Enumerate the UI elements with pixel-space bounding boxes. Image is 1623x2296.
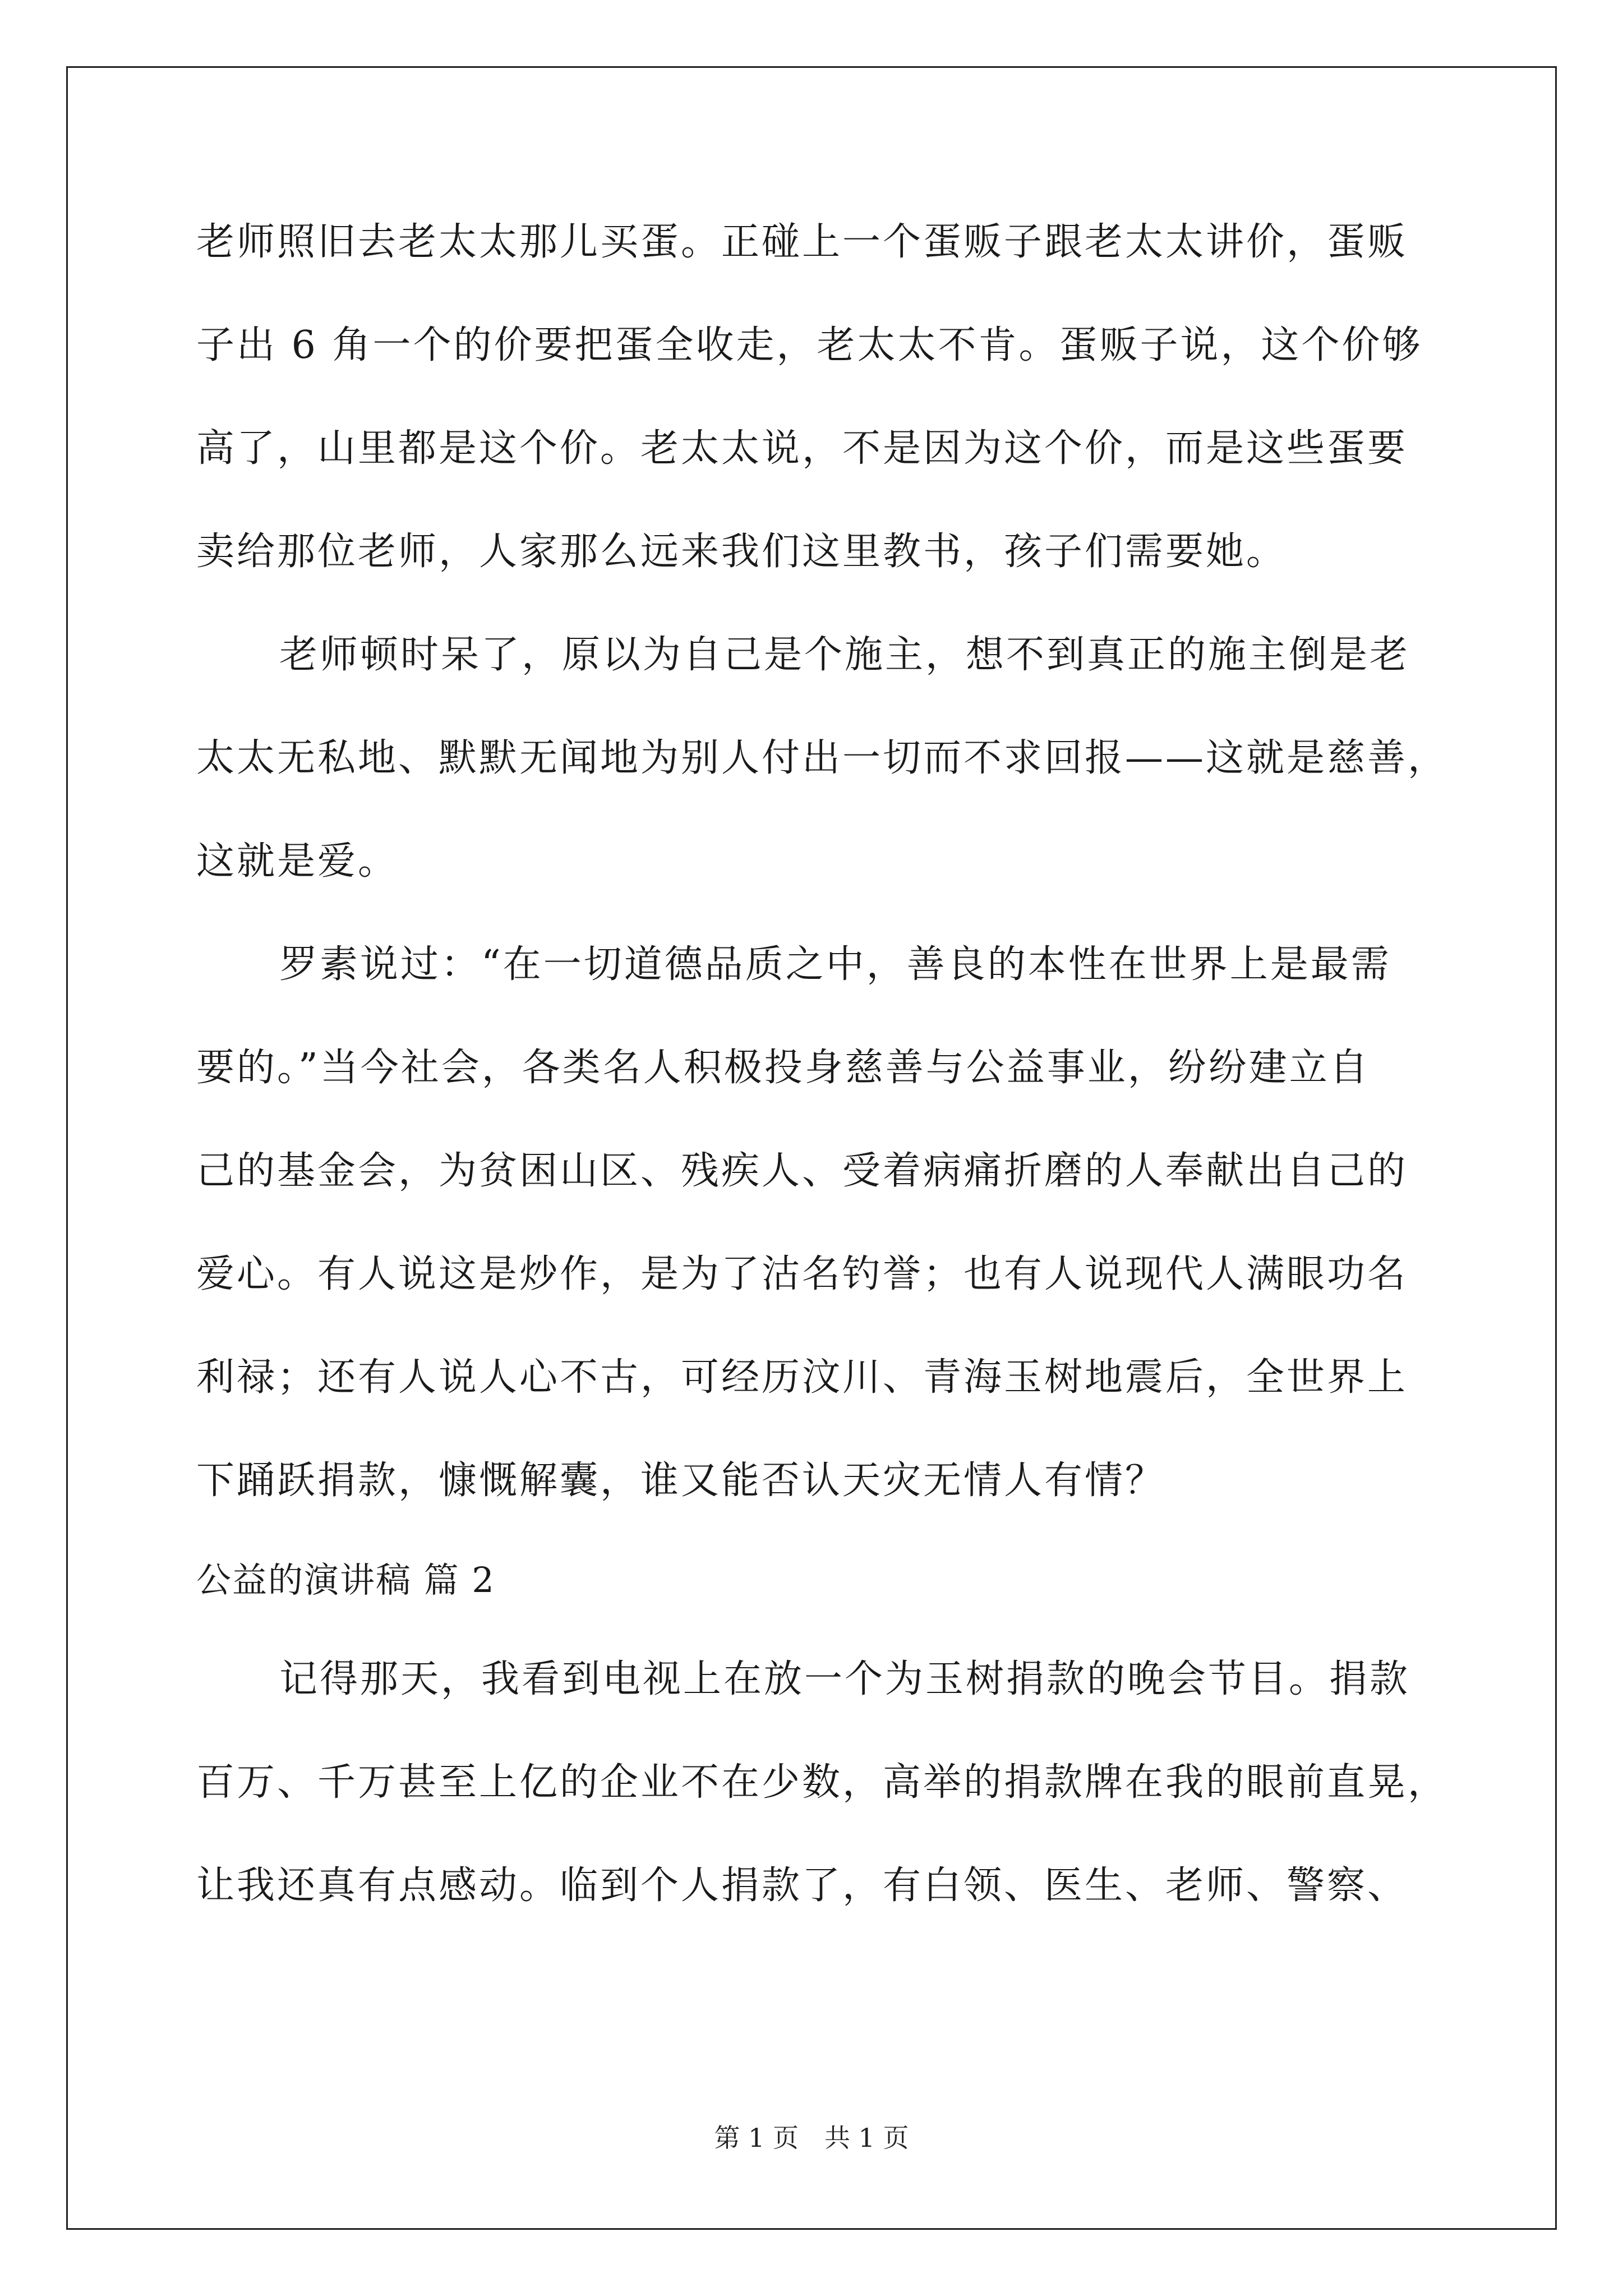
text-line: 这就是爱。 xyxy=(196,839,399,884)
page-footer: 第 1 页 共 1 页 xyxy=(714,2123,909,2153)
text-line: 己的基金会，为贫困山区、残疾人、受着病痛折磨的人奉献出自己的 xyxy=(196,1149,1408,1193)
text-line: 要的。”当今社会，各类名人积极投身慈善与公益事业，纷纷建立自 xyxy=(196,1046,1370,1090)
text-line: 利禄；还有人说人心不古，可经历汶川、青海玉树地震后，全世界上 xyxy=(196,1355,1408,1400)
document-body xyxy=(196,191,1449,1938)
text-line: 子出 6 角一个的价要把蛋全收走，老太太不肯。蛋贩子说，这个价够 xyxy=(196,323,1423,367)
text-line: 老师照旧去老太太那儿买蛋。正碰上一个蛋贩子跟老太太讲价，蛋贩 xyxy=(196,220,1408,264)
text-line: 爱心。有人说这是炒作，是为了沽名钓誉；也有人说现代人满眼功名 xyxy=(196,1252,1408,1296)
text-line: 百万、千万甚至上亿的企业不在少数，高举的捐款牌在我的眼前直晃， xyxy=(196,1760,1449,1805)
text-line: 下踊跃捐款，慷慨解囊，谁又能否认天灾无情人有情？ xyxy=(196,1458,1166,1503)
text-line: 卖给那位老师，人家那么远来我们这里教书，孩子们需要她。 xyxy=(196,530,1287,574)
paragraph-3 xyxy=(196,913,1430,1533)
text-line: 高了，山里都是这个价。老太太说，不是因为这个价，而是这些蛋要 xyxy=(196,426,1408,471)
text-line: 老师顿时呆了，原以为自己是个施主，想不到真正的施主倒是老 xyxy=(279,633,1410,677)
text-line: 让我还真有点感动。临到个人捐款了，有白领、医生、老师、警察、 xyxy=(196,1864,1408,1908)
paragraph-2 xyxy=(196,604,1449,913)
paragraph-4 xyxy=(196,1628,1449,1938)
section-heading: 公益的演讲稿 篇 2 xyxy=(196,1559,495,1600)
text-line: 记得那天，我看到电视上在放一个为玉树捐款的晚会节目。捐款 xyxy=(279,1657,1410,1701)
paragraph-1 xyxy=(196,191,1430,604)
text-line: 罗素说过：“在一切道德品质之中，善良的本性在世界上是最需 xyxy=(279,942,1391,987)
text-line: 太太无私地、默默无闻地为别人付出一切而不求回报——这就是慈善， xyxy=(196,736,1449,780)
